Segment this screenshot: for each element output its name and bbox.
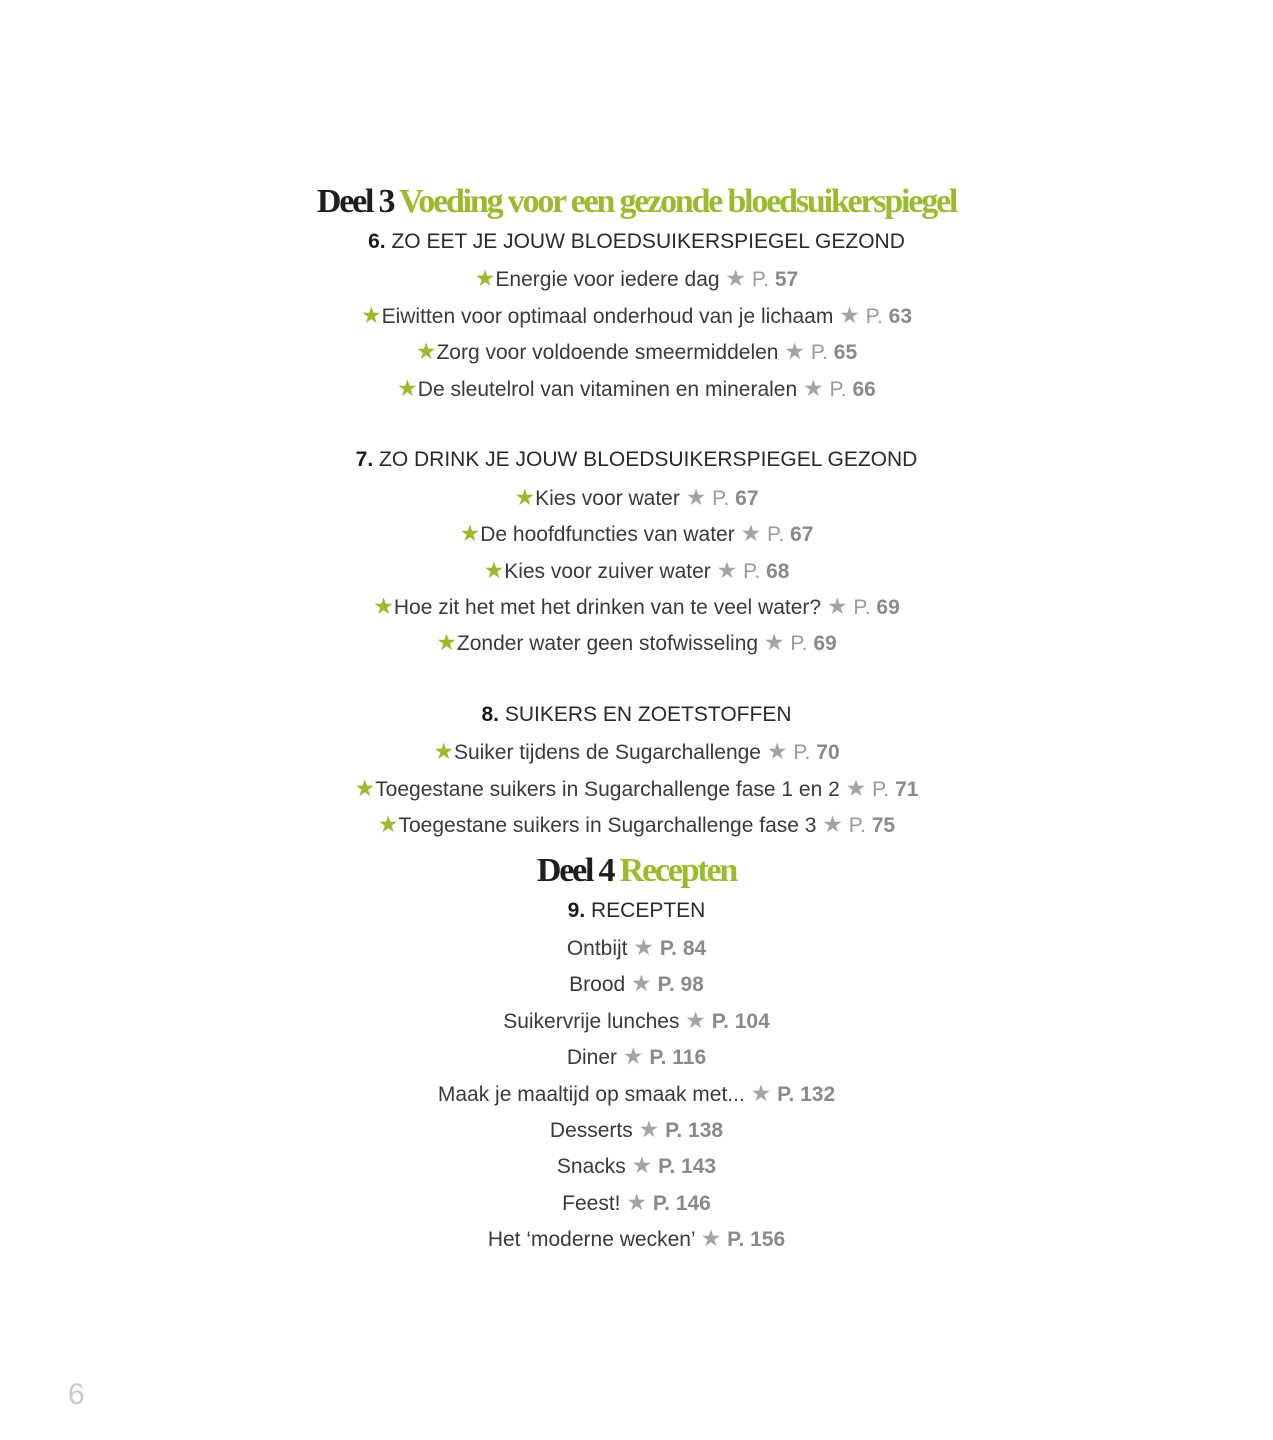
star-icon: ★ <box>803 374 824 401</box>
page-ref: P. 132 <box>777 1082 836 1106</box>
toc-entry[interactable] <box>0 624 1273 660</box>
toc-entry[interactable] <box>0 770 1273 806</box>
star-icon: ★ <box>784 338 805 365</box>
entry-title: Kies voor zuiver water <box>504 559 711 583</box>
toc-entry[interactable] <box>0 588 1273 624</box>
star-icon: ★ <box>685 1006 706 1033</box>
part-4-label: Deel 4 <box>536 851 614 889</box>
page-ref: 67 <box>790 523 814 547</box>
page-prefix: P. <box>872 777 890 801</box>
star-icon: ★ <box>360 301 382 328</box>
star-icon: ★ <box>474 265 496 292</box>
chapter-number: 9. <box>567 898 586 922</box>
toc-entry[interactable] <box>0 515 1273 551</box>
page-ref: 69 <box>876 595 900 619</box>
toc-entry[interactable] <box>0 297 1273 333</box>
part-4-heading <box>0 849 1273 893</box>
page-ref: P. 116 <box>649 1046 707 1070</box>
entry-title: Kies voor water <box>535 486 680 510</box>
page-ref: P. 98 <box>657 973 704 997</box>
entry-title: De hoofdfuncties van water <box>480 523 735 547</box>
star-icon: ★ <box>631 1152 653 1179</box>
toc-entry[interactable] <box>0 965 1273 1001</box>
star-icon: ★ <box>377 811 399 838</box>
spacer <box>0 661 1273 697</box>
toc-entry[interactable] <box>0 929 1273 965</box>
page-ref: 65 <box>833 341 858 365</box>
page-ref: P. 143 <box>658 1155 717 1179</box>
star-icon: ★ <box>397 374 418 401</box>
part-3-heading <box>0 180 1273 224</box>
entry-title: Suikervrije lunches <box>503 1009 680 1033</box>
page-prefix: P. <box>865 304 883 328</box>
chapter-7-heading <box>0 442 1273 478</box>
star-icon: ★ <box>685 483 707 510</box>
star-icon: ★ <box>631 970 652 997</box>
star-icon: ★ <box>725 265 747 292</box>
star-icon: ★ <box>483 556 505 583</box>
page-number: 6 <box>68 1378 85 1411</box>
toc-entry[interactable] <box>0 1220 1273 1256</box>
page-ref: 57 <box>774 268 799 292</box>
toc-entry[interactable] <box>0 1038 1273 1074</box>
entry-title: Feest! <box>562 1191 621 1215</box>
star-icon: ★ <box>766 738 788 765</box>
star-icon: ★ <box>436 629 457 656</box>
page-ref: 69 <box>813 632 837 656</box>
page-prefix: P. <box>853 595 871 619</box>
chapter-8-heading <box>0 697 1273 733</box>
toc-entry[interactable] <box>0 260 1273 296</box>
toc-entry[interactable] <box>0 1075 1273 1111</box>
chapter-6-heading <box>0 224 1273 260</box>
toc-entry[interactable] <box>0 733 1273 769</box>
page-prefix: P. <box>743 559 761 583</box>
toc-entry[interactable] <box>0 1147 1273 1183</box>
star-icon: ★ <box>626 1188 647 1215</box>
toc-entry[interactable] <box>0 1002 1273 1038</box>
page-prefix: P. <box>848 814 866 838</box>
page-prefix: P. <box>810 341 828 365</box>
toc-entry[interactable] <box>0 552 1273 588</box>
star-icon: ★ <box>826 592 848 619</box>
entry-title: Brood <box>569 973 626 997</box>
chapter-number: 6. <box>368 230 386 253</box>
entry-title: Toegestane suikers in Sugarchallenge fase 1 en 2 <box>375 777 840 801</box>
star-icon: ★ <box>716 556 738 583</box>
chapter-title: ZO DRINK JE JOUW BLOEDSUIKERSPIEGEL GEZOND <box>379 448 918 472</box>
page-ref: 70 <box>816 741 840 765</box>
table-of-contents <box>0 180 1273 1257</box>
part-3-label: Deel 3 <box>316 183 394 220</box>
toc-entry[interactable] <box>0 1111 1273 1147</box>
spacer <box>0 406 1273 442</box>
star-icon: ★ <box>633 934 654 961</box>
star-icon: ★ <box>373 592 394 619</box>
chapter-title: ZO EET JE JOUW BLOEDSUIKERSPIEGEL GEZOND <box>391 230 905 253</box>
entry-title: Suiker tijdens de Sugarchallenge <box>453 741 761 765</box>
entry-title: Energie voor iedere dag <box>495 268 720 292</box>
entry-title: Eiwitten voor optimaal onderhoud van je lichaam <box>381 304 834 328</box>
page-ref: 67 <box>735 486 759 510</box>
toc-entry[interactable] <box>0 479 1273 515</box>
page-ref: P. 104 <box>711 1009 770 1033</box>
page-prefix: P. <box>751 268 770 292</box>
page-prefix: P. <box>712 486 730 510</box>
star-icon: ★ <box>459 520 481 547</box>
entry-title: Toegestane suikers in Sugarchallenge fase 3 <box>398 814 817 838</box>
star-icon: ★ <box>845 774 867 801</box>
page-ref: 71 <box>895 777 919 801</box>
star-icon: ★ <box>822 811 843 838</box>
toc-entry[interactable] <box>0 370 1273 406</box>
toc-entry[interactable] <box>0 333 1273 369</box>
entry-title: Hoe zit het met het drinken van te veel water? <box>393 595 822 619</box>
entry-title: Het ‘moderne wecken’ <box>487 1228 695 1252</box>
page-ref: P. 146 <box>652 1191 711 1215</box>
star-icon: ★ <box>763 629 785 656</box>
entry-title: Ontbijt <box>566 937 628 961</box>
entry-title: Snacks <box>556 1155 626 1179</box>
entry-title: Zorg voor voldoende smeermiddelen <box>436 341 779 365</box>
entry-title: Zonder water geen stofwisseling <box>456 632 759 656</box>
entry-title: Maak je maaltijd op smaak met... <box>437 1082 745 1106</box>
page-ref: 75 <box>871 814 896 838</box>
chapter-title: RECEPTEN <box>591 898 706 922</box>
star-icon: ★ <box>622 1043 644 1070</box>
entry-title: Desserts <box>549 1118 633 1142</box>
chapter-number: 8. <box>481 703 499 727</box>
entry-title: Diner <box>566 1046 617 1070</box>
page-prefix: P. <box>790 632 808 656</box>
page-prefix: P. <box>793 741 811 765</box>
part-4-title: Recepten <box>619 851 737 889</box>
toc-entry[interactable] <box>0 1184 1273 1220</box>
part-3-title: Voeding voor een gezonde bloedsuikerspiegel <box>399 183 957 220</box>
toc-entry[interactable] <box>0 806 1273 842</box>
star-icon: ★ <box>433 738 454 765</box>
star-icon: ★ <box>740 520 762 547</box>
star-icon: ★ <box>514 483 536 510</box>
star-icon: ★ <box>839 301 860 328</box>
page-ref: 66 <box>852 377 876 401</box>
page-ref: 68 <box>766 559 790 583</box>
entry-title: De sleutelrol van vitaminen en mineralen <box>417 377 798 401</box>
star-icon: ★ <box>750 1079 772 1106</box>
page-ref: P. 138 <box>665 1118 724 1142</box>
star-icon: ★ <box>415 338 437 365</box>
chapter-number: 7. <box>355 448 374 472</box>
star-icon: ★ <box>354 774 376 801</box>
page-prefix: P. <box>829 377 847 401</box>
page-prefix: P. <box>767 523 785 547</box>
page-ref: 63 <box>888 304 913 328</box>
chapter-9-heading <box>0 893 1273 929</box>
chapter-title: SUIKERS EN ZOETSTOFFEN <box>504 703 792 727</box>
page-ref: P. 84 <box>659 937 707 961</box>
page-ref: P. 156 <box>727 1228 786 1252</box>
star-icon: ★ <box>700 1225 722 1252</box>
star-icon: ★ <box>638 1115 660 1142</box>
